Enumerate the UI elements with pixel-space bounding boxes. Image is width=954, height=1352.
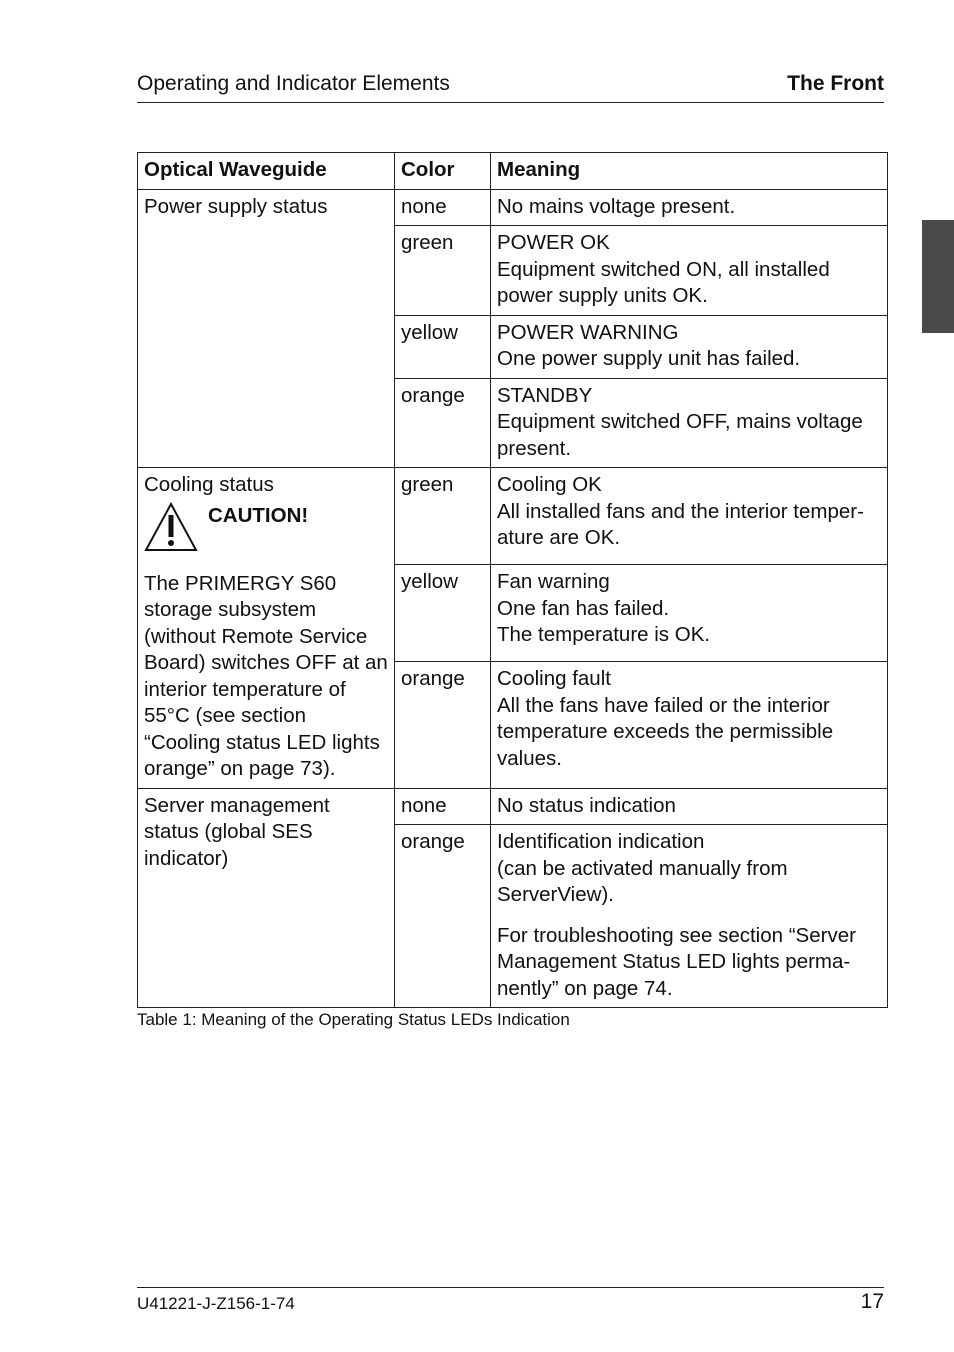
document-id: U41221-J-Z156-1-74 [137,1294,295,1313]
meaning-cell: POWER OK Equipment switched ON, all installed power supply units OK. [491,226,888,316]
color-cell: yellow [395,315,491,378]
caution-text: The PRIMERGY S60 storage subsystem (without Remote Service Board) switches OFF at an interior temperature of 55°C (see section “Cooling status LED lights orange” on page 73). [144,571,388,780]
color-cell: orange [395,662,491,788]
meaning-cell: No status indication [491,788,888,825]
troubleshooting-reference: For troubleshooting see section “Server Management Status LED lights perma-nently” on page 74. [497,923,856,1000]
chapter-thumb-tab [922,220,954,333]
meaning-cell: POWER WARNING One power supply unit has failed. [491,315,888,378]
header-optical-waveguide: Optical Waveguide [138,153,395,190]
table-row [138,788,888,825]
header-section-title: Operating and Indicator Elements [137,72,450,95]
page-header [137,70,884,103]
caution-note [144,503,388,555]
page-footer [137,1287,884,1318]
color-cell: orange [395,378,491,468]
led-status-table [137,152,888,1008]
color-cell: yellow [395,565,491,662]
waveguide-cooling-label: Cooling status [144,473,274,496]
meaning-cell: Fan warning One fan has failed. The temperature is OK. [491,565,888,662]
meaning-cell: STANDBY Equipment switched OFF, mains voltage present. [491,378,888,468]
header-chapter-title: The Front [787,72,884,95]
meaning-cell: Identification indication (can be activated manually from ServerView). For troubleshooting see section “Server Management Status LED lights perma-nently” on page 74. [491,825,888,1008]
warning-triangle-icon [143,501,199,553]
caution-title: CAUTION! [208,503,309,527]
color-cell: green [395,226,491,316]
waveguide-cooling [138,468,395,789]
meaning-cell: No mains voltage present. [491,189,888,226]
meaning-cell: Cooling fault All the fans have failed or the interior temperature exceeds the permissible values. [491,662,888,788]
color-cell: green [395,468,491,565]
waveguide-power-supply: Power supply status [138,189,395,468]
table-header-row [138,153,888,190]
color-cell: orange [395,825,491,1008]
color-cell: none [395,189,491,226]
header-meaning: Meaning [491,153,888,190]
table-row [138,468,888,565]
color-cell: none [395,788,491,825]
table-caption: Table 1: Meaning of the Operating Status LEDs Indication [137,1010,570,1029]
page-number: 17 [860,1290,884,1313]
header-color: Color [395,153,491,190]
table-row [138,189,888,226]
waveguide-server-management: Server management status (global SES indicator) [138,788,395,1008]
meaning-cell: Cooling OK All installed fans and the interior temper-ature are OK. [491,468,888,565]
